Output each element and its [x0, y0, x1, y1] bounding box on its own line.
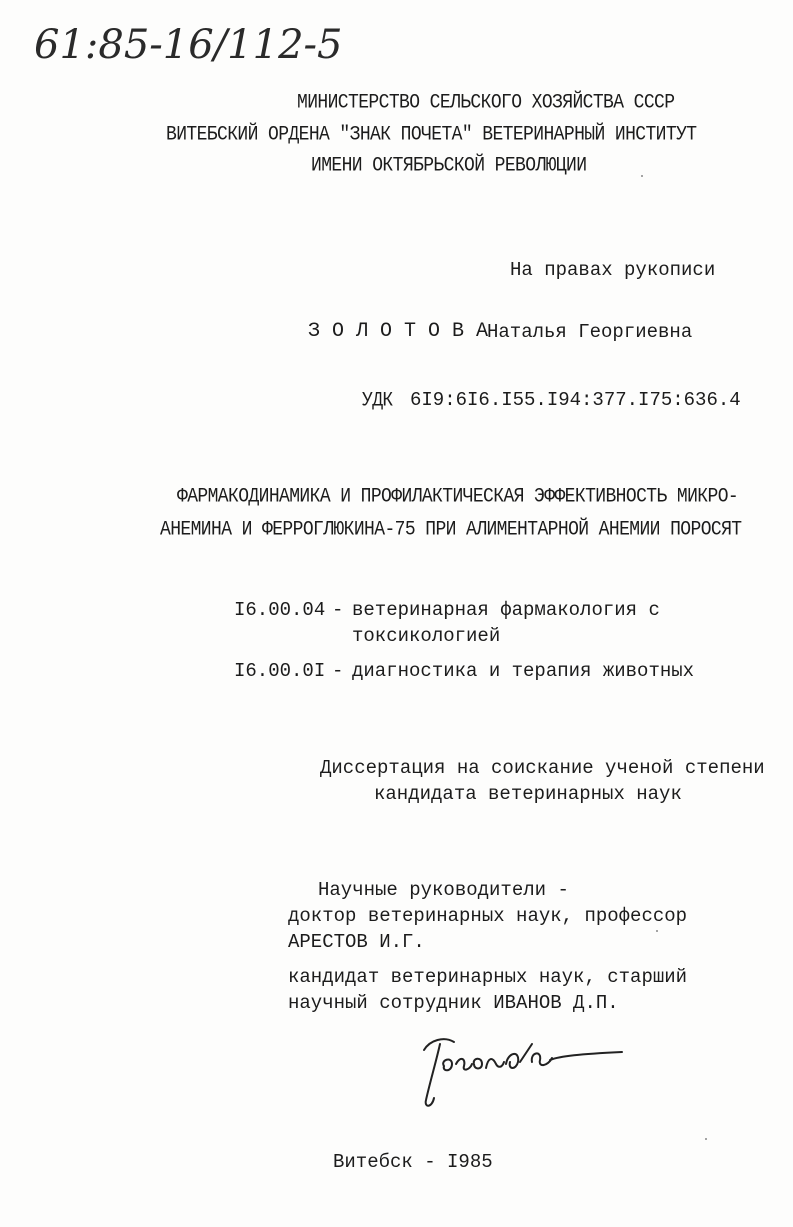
manuscript-rights-note: На правах рукописи [510, 259, 716, 281]
author-signature [410, 1022, 630, 1112]
specialty-code-2: I6.00.0I [234, 660, 326, 682]
dissertation-title-line-1: ФАРМАКОДИНАМИКА И ПРОФИЛАКТИЧЕСКАЯ ЭФФЕКТИВНОСТЬ МИКРО- [177, 485, 739, 509]
dissertation-degree-line-1: Диссертация на соискание ученой степени [320, 757, 765, 779]
supervisor-2-title: кандидат ветеринарных наук, старший [288, 966, 688, 988]
ministry-heading: МИНИСТЕРСТВО СЕЛЬСКОГО ХОЗЯЙСТВА СССР [297, 91, 675, 115]
specialty-dash-1: - [332, 599, 344, 621]
specialty-dash-2: - [332, 660, 344, 682]
specialty-text-2: диагностика и терапия животных [352, 660, 695, 682]
archive-mark-text: 61:85-16/112-5 [34, 22, 343, 68]
specialty-text-1-continued: токсикологией [352, 625, 501, 647]
paper-speck [705, 1138, 707, 1140]
paper-speck [641, 175, 643, 177]
dissertation-degree-line-2: кандидата ветеринарных наук [374, 783, 682, 805]
author-given-name: Наталья Георгиевна [487, 321, 693, 343]
supervisors-heading: Научные руководители - [318, 879, 569, 901]
specialty-code-1: I6.00.04 [234, 599, 326, 621]
specialty-text-1: ветеринарная фармакология с [352, 599, 660, 621]
city-and-year: Витебск - I985 [333, 1151, 493, 1173]
institute-heading: ВИТЕБСКИЙ ОРДЕНА "ЗНАК ПОЧЕТА" ВЕТЕРИНАРНЫЙ ИНСТИТУТ [166, 123, 697, 147]
supervisor-1-name: АРЕСТОВ И.Г. [288, 931, 425, 953]
author-surname: З О Л О Т О В А [308, 320, 489, 343]
supervisor-2-name: научный сотрудник ИВАНОВ Д.П. [288, 992, 619, 1014]
institute-named-after: ИМЕНИ ОКТЯБРЬСКОЙ РЕВОЛЮЦИИ [311, 154, 587, 178]
supervisor-1-title: доктор ветеринарных наук, профессор [288, 905, 688, 927]
archive-mark-handwritten [32, 14, 343, 76]
paper-speck [656, 930, 658, 932]
dissertation-title-line-2: АНЕМИНА И ФЕРРОГЛЮКИНА-75 ПРИ АЛИМЕНТАРНОЙ АНЕМИИ ПОРОСЯТ [160, 518, 742, 542]
udc-label: УДК [362, 389, 393, 413]
udc-code: 6I9:6I6.I55.I94:377.I75:636.4 [410, 389, 741, 411]
